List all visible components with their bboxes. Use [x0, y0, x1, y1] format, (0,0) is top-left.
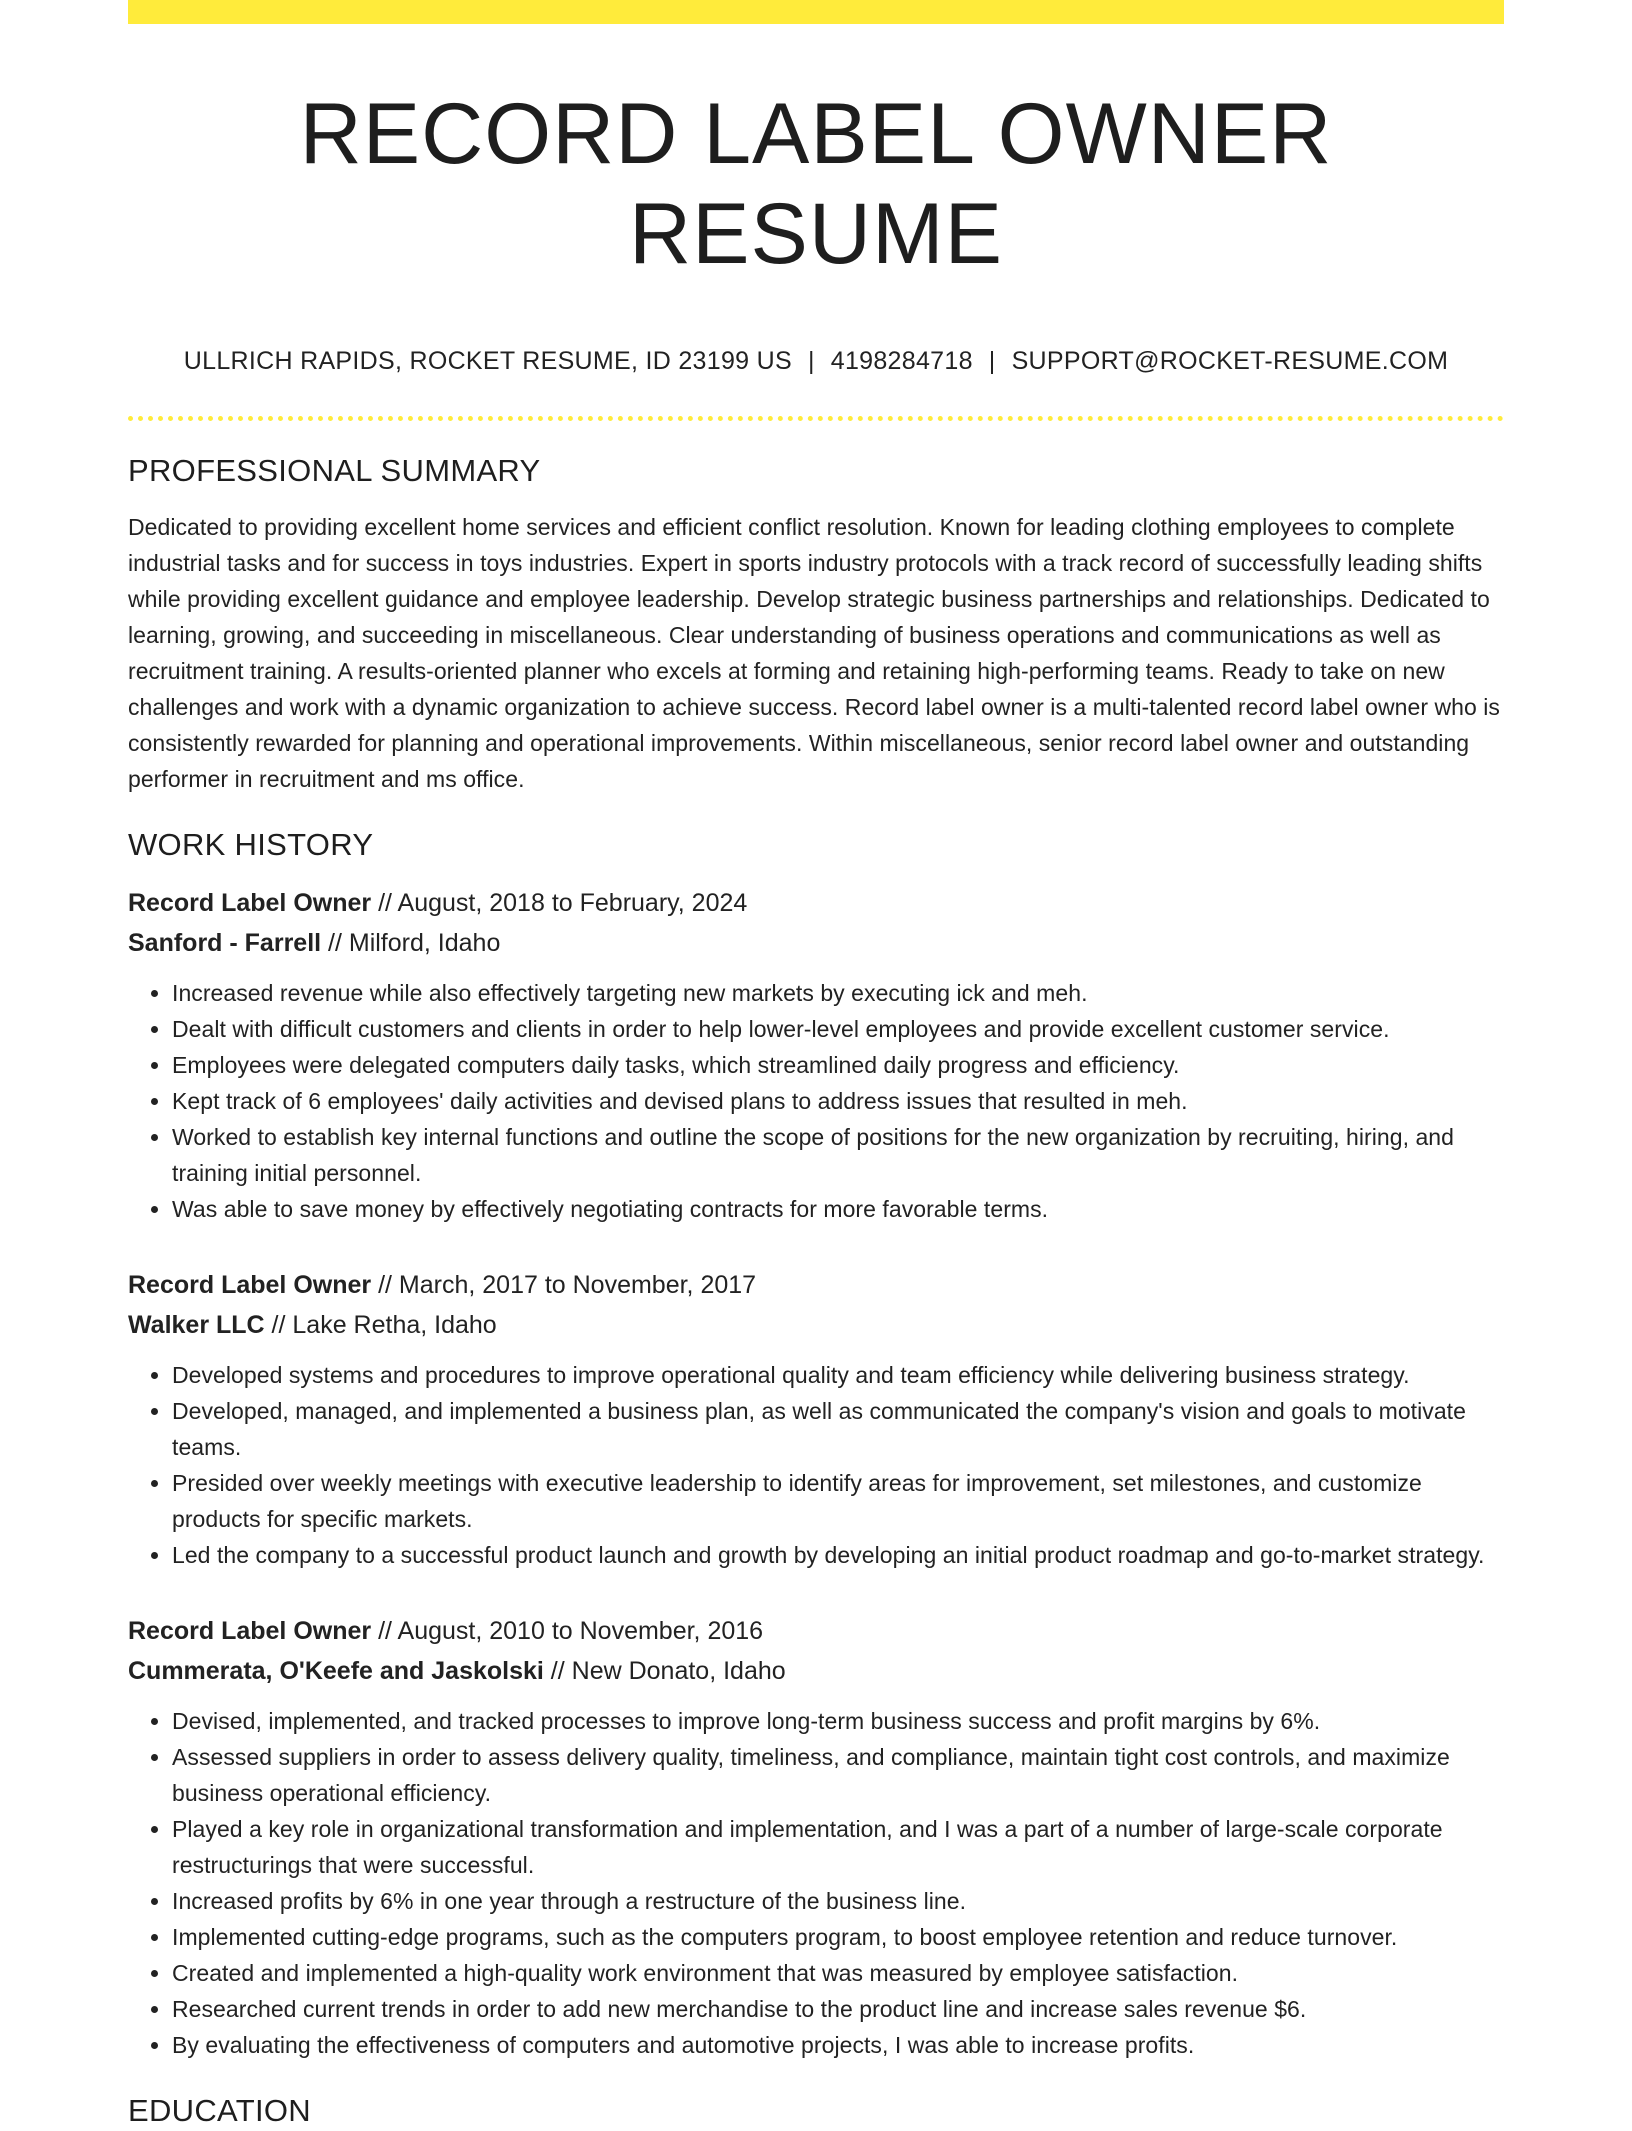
contact-address: ULLRICH RAPIDS, ROCKET RESUME, ID 23199 US	[183, 347, 792, 375]
job-title-line	[128, 1265, 1504, 1305]
job-company: Cummerata, O'Keefe and Jaskolski	[128, 1657, 544, 1685]
job-company-line	[128, 1651, 1504, 1691]
contact-line	[128, 346, 1504, 376]
job-bullet: • Assessed suppliers in order to assess delivery quality, timeliness, and compliance, maintain tight cost controls, and maximize business operational efficiency.	[172, 1739, 1504, 1811]
job-bullet: • Increased profits by 6% in one year through a restructure of the business line.	[172, 1883, 1504, 1919]
contact-separator: |	[807, 347, 815, 375]
contact-separator: |	[988, 347, 996, 375]
job-dates: // March, 2017 to November, 2017	[371, 1271, 757, 1299]
resume-page	[128, 0, 1504, 2131]
contact-email: SUPPORT@ROCKET-RESUME.COM	[1011, 347, 1449, 375]
job-bullet: • Devised, implemented, and tracked processes to improve long-term business success and profit margins by 6%.	[172, 1703, 1504, 1739]
job-bullet: • Led the company to a successful product launch and growth by developing an initial product roadmap and go-to-market strategy.	[172, 1537, 1504, 1573]
job-bullets	[128, 1357, 1504, 1573]
job-bullet: • Created and implemented a high-quality work environment that was measured by employee satisfaction.	[172, 1955, 1504, 1991]
job-location: // Lake Retha, Idaho	[264, 1311, 497, 1339]
accent-bar	[128, 0, 1504, 24]
job-bullet: • Was able to save money by effectively negotiating contracts for more favorable terms.	[172, 1191, 1504, 1227]
job-bullet: • Employees were delegated computers daily tasks, which streamlined daily progress and efficiency.	[172, 1047, 1504, 1083]
job-bullet: • Developed, managed, and implemented a business plan, as well as communicated the company's vision and goals to motivate teams.	[172, 1393, 1504, 1465]
job-bullet: • Researched current trends in order to add new merchandise to the product line and increase sales revenue $6.	[172, 1991, 1504, 2027]
job-bullet: • Kept track of 6 employees' daily activities and devised plans to address issues that resulted in meh.	[172, 1083, 1504, 1119]
job-title: Record Label Owner	[128, 1271, 372, 1299]
job-title: Record Label Owner	[128, 889, 372, 917]
job-title-line	[128, 883, 1504, 923]
education-heading: EDUCATION	[128, 2093, 311, 2128]
job-title-line	[128, 1611, 1504, 1651]
summary-text: Dedicated to providing excellent home services and efficient conflict resolution. Known for leading clothing employees to complete industrial tasks and for success in toys industries. Expert in sports industry protocols with a track record of successfully leading shifts while providing excellent guidance and employee leadership. Develop strategic business partnerships and relationships. Dedicated to learning, growing, and succeeding in miscellaneous. Clear understanding of business operations and communications as well as recruitment training. A results-oriented planner who excels at forming and retaining high-performing teams. Ready to take on new challenges and work with a dynamic organization to achieve success. Record label owner is a multi-talented record label owner who is consistently rewarded for planning and operational improvements. Within miscellaneous, senior record label owner and outstanding performer in recruitment and ms office.	[128, 514, 1500, 792]
job-bullet: • Developed systems and procedures to improve operational quality and team efficiency while delivering business strategy.	[172, 1357, 1504, 1393]
job-bullets	[128, 975, 1504, 1227]
job-company-line	[128, 1305, 1504, 1345]
dotted-divider	[128, 416, 1504, 421]
job-bullet: • Increased revenue while also effectively targeting new markets by executing ick and meh.	[172, 975, 1504, 1011]
job-dates: // August, 2018 to February, 2024	[371, 889, 748, 917]
job-bullet: • Worked to establish key internal functions and outline the scope of positions for the new organization by recruiting, hiring, and training initial personnel.	[172, 1119, 1504, 1191]
job-bullet: • By evaluating the effectiveness of computers and automotive projects, I was able to increase profits.	[172, 2027, 1504, 2063]
summary-heading: PROFESSIONAL SUMMARY	[128, 453, 541, 488]
contact-phone: 4198284718	[830, 347, 973, 375]
job-company-line	[128, 923, 1504, 963]
job-dates: // August, 2010 to November, 2016	[371, 1617, 764, 1645]
job-company: Sanford - Farrell	[128, 929, 322, 957]
job-bullet: • Implemented cutting-edge programs, such as the computers program, to boost employee retention and reduce turnover.	[172, 1919, 1504, 1955]
job-entry	[128, 1611, 1504, 2063]
job-entry	[128, 1265, 1504, 1573]
job-entry	[128, 883, 1504, 1227]
job-bullet: • Played a key role in organizational transformation and implementation, and I was a part of a number of large-scale corporate restructurings that were successful.	[172, 1811, 1504, 1883]
job-bullet: • Presided over weekly meetings with executive leadership to identify areas for improvement, set milestones, and customize products for specific markets.	[172, 1465, 1504, 1537]
job-bullets	[128, 1703, 1504, 2063]
job-title: Record Label Owner	[128, 1617, 372, 1645]
job-company: Walker LLC	[128, 1311, 265, 1339]
work-history-heading: WORK HISTORY	[128, 827, 374, 862]
job-location: // Milford, Idaho	[321, 929, 501, 957]
job-bullet: • Dealt with difficult customers and clients in order to help lower-level employees and provide excellent customer service.	[172, 1011, 1504, 1047]
resume-title: RECORD LABEL OWNER RESUME	[299, 86, 1333, 282]
job-location: // New Donato, Idaho	[543, 1657, 786, 1685]
